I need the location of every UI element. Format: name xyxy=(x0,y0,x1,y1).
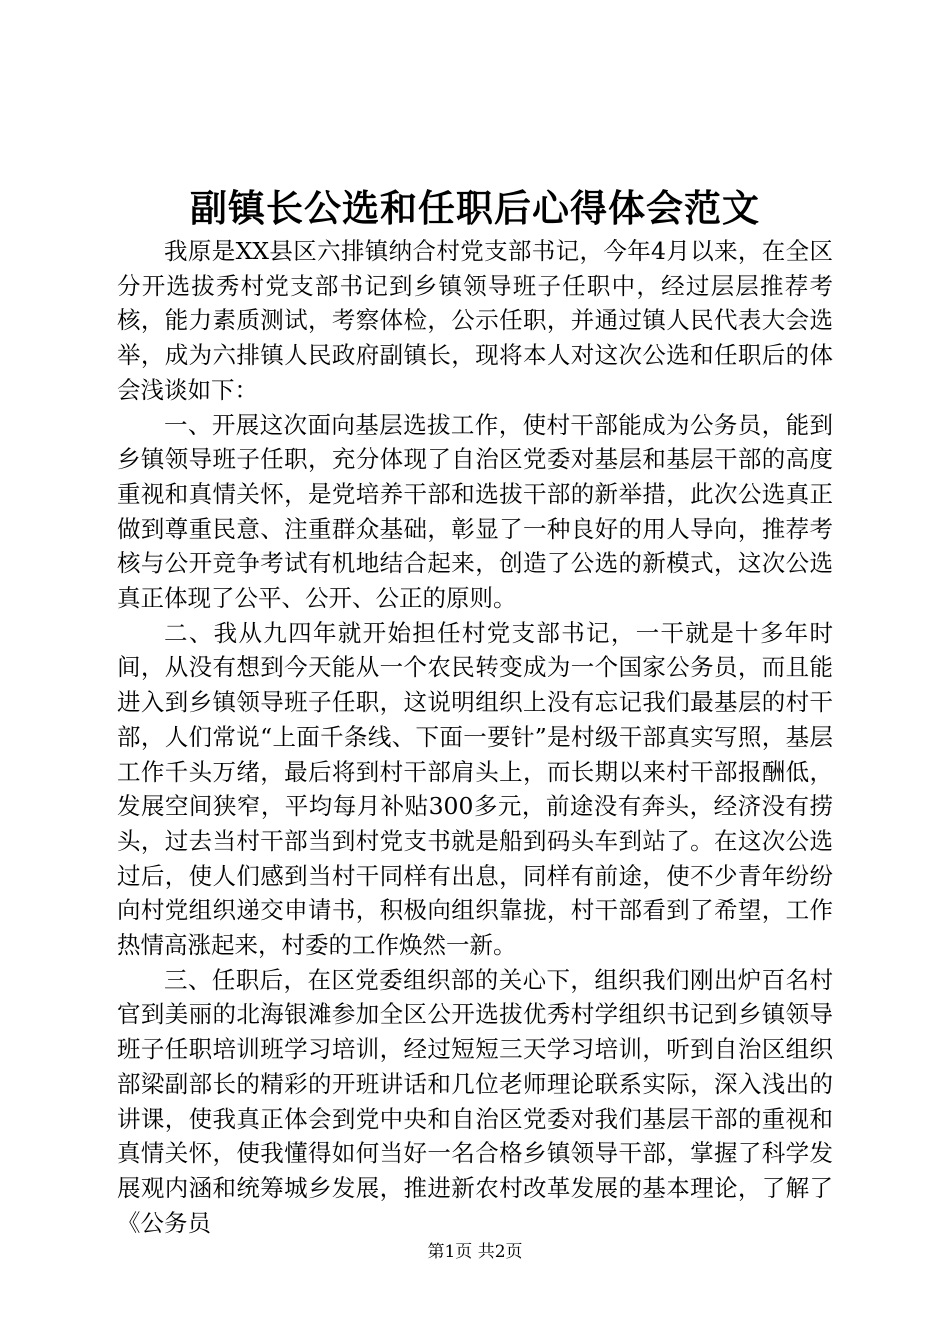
paragraph-intro: 我原是XX县区六排镇纳合村党支部书记，今年4月以来，在全区分开选拔秀村党支部书记到乡镇领导班子任职中，经过层层推荐考核，能力素质测试，考察体检，公示任职，并通过镇人民代表大会选举，成为六排镇人民政府副镇长，现将本人对这次公选和任职后的体会浅谈如下： xyxy=(117,237,833,404)
paragraph-section-one: 一、开展这次面向基层选拔工作，使村干部能成为公务员，能到乡镇领导班子任职，充分体现了自治区党委对基层和基层干部的高度重视和真情关怀，是党培养干部和选拔干部的新举措，此次公选真正做到尊重民意、注重群众基础，彰显了一种良好的用人导向，推荐考核与公开竞争考试有机地结合起来，创造了公选的新模式，这次公选真正体现了公平、公开、公正的原则。 xyxy=(117,410,833,613)
page-footer: 第1页 共2页 xyxy=(427,1242,523,1262)
paragraph-section-three: 三、任职后，在区党委组织部的关心下，组织我们刚出炉百名村官到美丽的北海银滩参加全区公开选拔优秀村学组织书记到乡镇领导班子任职培训班学习培训，经过短短三天学习培训，听到自治区组织部梁副部长的精彩的开班讲话和几位老师理论联系实际，深入浅出的讲课，使我真正体会到党中央和自治区党委对我们基层干部的重视和真情关怀，使我懂得如何当好一名合格乡镇领导干部，掌握了科学发展观内涵和统筹城乡发展，推进新农村改革发展的基本理论，了解了《公务员 xyxy=(117,965,833,1237)
document-title: 副镇长公选和任职后心得体会范文 xyxy=(190,187,760,230)
document-body xyxy=(117,234,833,1240)
paragraph-section-two: 二、我从九四年就开始担任村党支部书记，一干就是十多年时间，从没有想到今天能从一个农民转变成为一个国家公务员，而且能进入到乡镇领导班子任职，这说明组织上没有忘记我们最基层的村干部，人们常说“上面千条线、下面一要针”是村级干部真实写照，基层工作千头万绪，最后将到村干部肩头上，而长期以来村干部报酬低，发展空间狭窄，平均每月补贴300多元，前途没有奔头，经济没有捞头，过去当村干部当到村党支书就是船到码头车到站了。在这次公选过后，使人们感到当村干同样有出息，同样有前途，使不少青年纷纷向村党组织递交申请书，积极向组织靠拢，村干部看到了希望，工作热情高涨起来，村委的工作焕然一新。 xyxy=(117,618,833,960)
